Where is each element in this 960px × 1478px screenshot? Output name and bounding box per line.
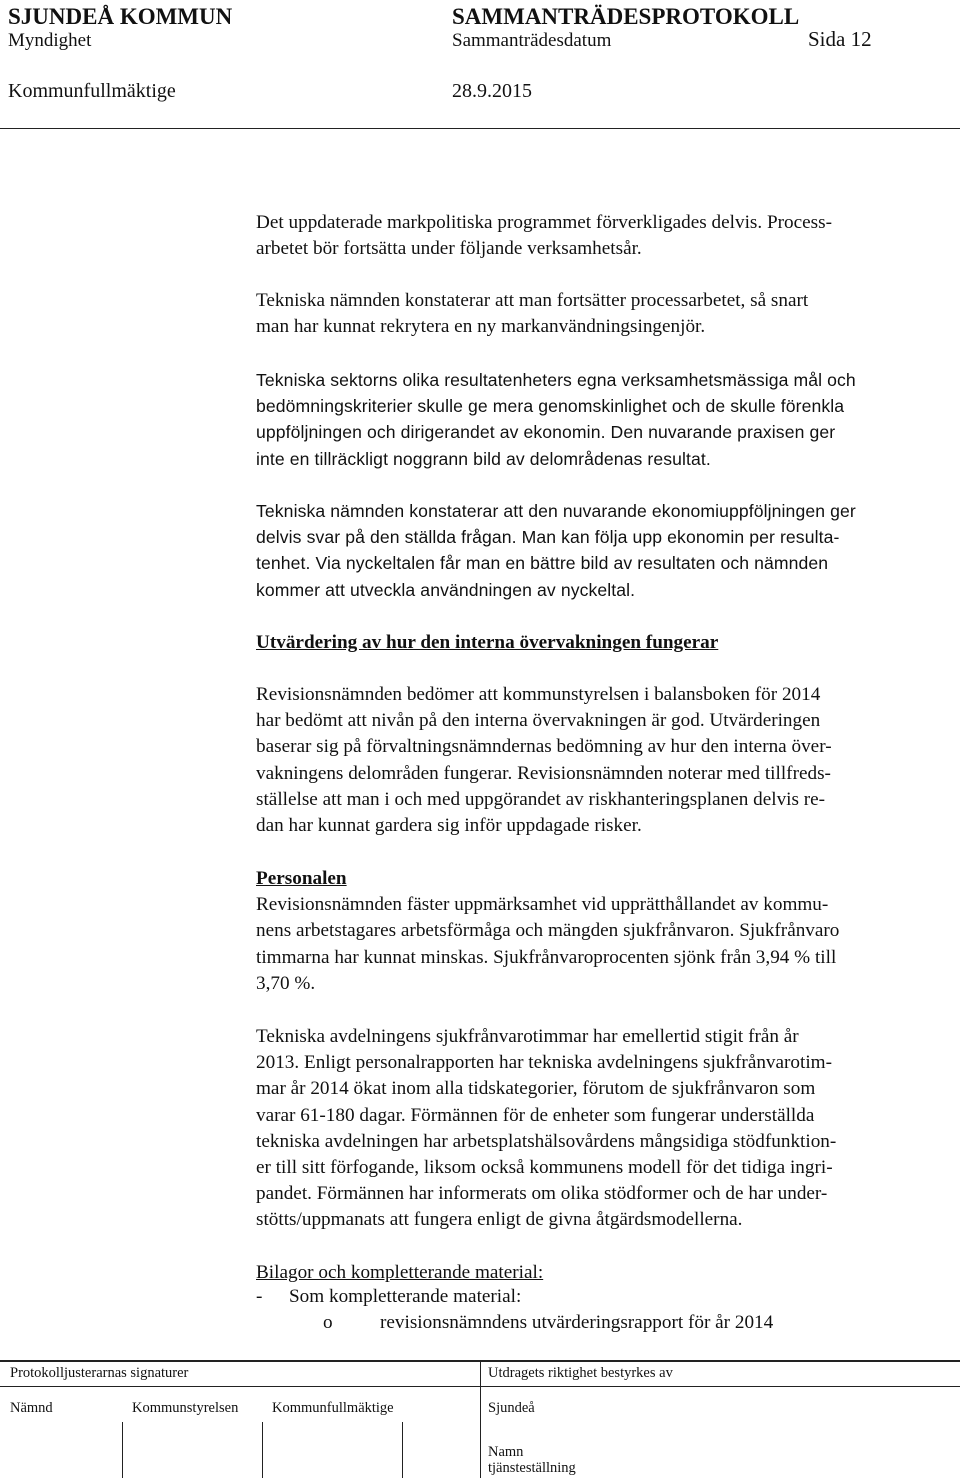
paragraph-ekonomiuppfoljning [256,498,956,603]
footer-cell-divider [402,1422,403,1478]
text-line: man har kunnat rekrytera en ny markanvändningsingenjör. [256,316,706,338]
signature-table [0,1360,960,1478]
text-line: arbetet bör fortsätta under följande verksamhetsår. [256,238,642,260]
verifier-name-label: Namn [488,1444,524,1460]
text-line: Tekniska nämnden konstaterar att man fortsätter processarbetet, så snart [256,290,809,311]
paragraph-markpolitik [256,210,956,262]
list-bullet: o [323,1312,333,1333]
list-bullet: - [256,1286,263,1307]
paragraph-processarbete [256,288,956,340]
text-line: nens arbetstagares arbetsförmåga och mängden sjukfrånvaron. Sjukfrånvaro [256,920,840,942]
text-line: har bedömt att nivån på den interna övervakningen är god. Utvärderingen [256,710,821,732]
verifier-place: Sjundeå [488,1400,535,1416]
signer-kommunfullmaktige: Kommunfullmäktige [272,1400,394,1416]
paragraph-intern-overvakning [256,682,956,839]
verifier-title-label: tjänsteställning [488,1460,576,1476]
date-value: 28.9.2015 [452,80,532,102]
signer-namnd: Nämnd [10,1400,53,1416]
text-line: Tekniska nämnden konstaterar att den nuvarande ekonomiuppföljningen ger [256,501,856,521]
text-line: mar år 2014 ökat inom alla tidskategorier, förutom de sjukfrånvaron som [256,1078,816,1100]
text-line: 3,70 %. [256,972,316,994]
document-type: SAMMANTRÄDESPROTOKOLL [452,4,800,29]
footer-column-divider [480,1360,481,1478]
text-line: Tekniska sektorns olika resultatenheters egna verksamhetsmässiga mål och [256,370,856,390]
signer-kommunstyrelsen: Kommunstyrelsen [132,1400,239,1416]
list-item: Som kompletterande material: [289,1286,522,1307]
text-line: ställelse att man i och med uppgörandet av riskhanteringsplanen delvis re- [256,788,826,810]
heading-text: Personalen [256,868,347,889]
text-line: stötts/uppmanats att fungera enligt de givna åtgärdsmodellerna. [256,1209,743,1231]
page-number: Sida 12 [808,27,872,51]
text-line: timmarna har kunnat minskas. Sjukfrånvaroprocenten sjönk från 3,94 % till [256,946,837,968]
list-item: revisionsnämndens utvärderingsrapport för år 2014 [380,1312,774,1333]
text-line: uppföljningen och dirigerandet av ekonomin. Den nuvarande praxisen ger [256,422,836,443]
text-line: tekniska avdelningen har arbetsplatshälsovårdens mångsidiga stödfunktion- [256,1130,837,1152]
authority-value: Kommunfullmäktige [8,80,176,102]
text-line: inte en tillräckligt noggrann bild av delområdenas resultat. [256,448,711,469]
verification-label: Utdragets riktighet bestyrkes av [488,1365,673,1381]
section-personalen [256,866,956,997]
footer-cell-divider [262,1422,263,1478]
text-line: Tekniska avdelningens sjukfrånvarotimmar har emellertid stigit från år [256,1026,799,1047]
text-line: kommer att utveckla användningen av nyckeltal. [256,579,636,600]
text-line: Revisionsnämnden bedömer att kommunstyrelsen i balansboken för 2014 [256,684,821,705]
attachments-heading [256,1260,956,1286]
signatures-label: Protokolljusterarnas signaturer [10,1365,189,1381]
text-line: dan har kunnat gardera sig inför uppdagade risker. [256,815,642,837]
section-heading-overvakning [256,630,956,656]
text-line: 2013. Enligt personalrapporten har tekniska avdelningens sjukfrånvarotim- [256,1052,832,1074]
org-name: SJUNDEÅ KOMMUN [8,4,233,29]
footer-cell-divider [122,1422,123,1478]
text-line: vakningens delområden fungerar. Revisionsnämnden noterar med tillfreds- [256,762,831,784]
text-line: bedömningskriterier skulle ge mera genomskinlighet och de skulle förenkla [256,396,845,417]
text-line: baserar sig på förvaltningsnämndernas bedömning av hur den interna över- [256,736,832,758]
paragraph-sjukfranvaro [256,1024,956,1234]
text-line: varar 61-180 dagar. Förmännen för de enheter som fungerar underställda [256,1104,815,1126]
footer-mid-rule [0,1386,960,1387]
text-line: er till sitt förfogande, liksom också kommunens modell för det tidiga ingri- [256,1157,833,1179]
header-divider [0,128,960,129]
authority-label: Myndighet [8,30,92,51]
text-line: pandet. Förmännen har informerats om olika stödformer och de har under- [256,1183,828,1205]
text-line: delvis svar på den ställda frågan. Man kan följa upp ekonomin per resulta- [256,527,840,548]
heading-text: Utvärdering av hur den interna övervakningen fungerar [256,632,719,653]
text-line: Revisionsnämnden fäster uppmärksamhet vid upprätthållandet av kommu- [256,894,829,916]
text-line: Det uppdaterade markpolitiska programmet förverkligades delvis. Process- [256,212,832,233]
date-label: Sammanträdesdatum [452,30,612,51]
heading-text: Bilagor och kompletterande material: [256,1262,544,1283]
text-line: tenhet. Via nyckeltalen får man en bättre bild av resultaten och nämnden [256,553,829,574]
paragraph-resultatenheter [256,367,956,472]
